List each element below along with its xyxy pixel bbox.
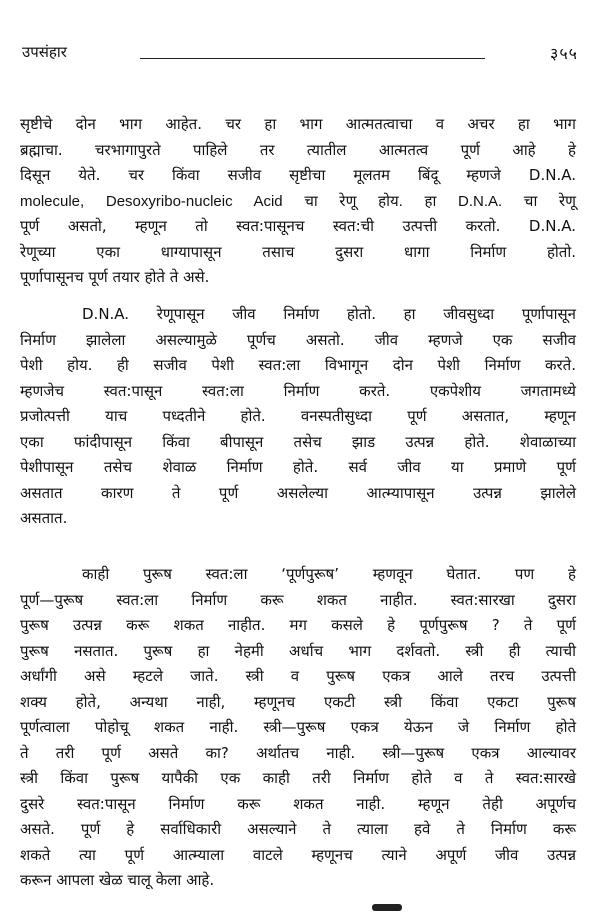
paragraph-line: एका फांदीपासून किंवा बीपासून तसेच झाड उत्पन्न होते. शेवाळाच्या: [20, 432, 576, 451]
paragraph-line: दिसून येते. चर किंवा सजीव सृष्टीचा मूलतम बिंदू म्हणजे D.N.A.: [20, 166, 576, 184]
paragraph-line: म्हणजेच स्वत:पासून स्वत:ला निर्माण करते. एकपेशीय जगतामध्ये: [20, 381, 576, 400]
paragraph-line: अर्धांगी असे म्हटले जाते. स्त्री व पुरूष एकत्र आले तरच उत्पत्ती: [20, 667, 576, 685]
paragraph-line: D.N.A. रेणूपासून जीव निर्माण होतो. हा जीवसुध्दा पूर्णापासून: [82, 305, 576, 323]
paragraph-line: प्रजोत्पत्ती याच पध्दतीने होते. वनस्पतीसुध्दा पूर्ण असतात, म्हणून: [20, 407, 576, 425]
paragraph-line: शक्य होते, अन्यथा नाही, म्हणूनच एकटी स्त्री किंवा एकटा पुरूष: [20, 692, 576, 711]
paragraph-line: करून आपला खेळ चालू केला आहे.: [20, 871, 215, 889]
paragraph-line: निर्माण झालेला असल्यामुळे पूर्णच असतो. जीव म्हणजे एक सजीव: [20, 330, 576, 349]
paragraph-line: पूर्ण—पुरूष स्वत:ला निर्माण करू शकत नाहीत. स्वत:सारखा दुसरा: [20, 590, 576, 609]
header-rule: [140, 58, 485, 59]
paragraph-line: काही पुरूष स्वत:ला ‘पूर्णपुरूष’ म्हणवून घेतात. पण हे: [82, 565, 576, 583]
page-header: [22, 42, 578, 68]
paragraph-line: सृष्टीचे दोन भाग आहेत. चर हा भाग आत्मतत्वाचा व अचर हा भाग: [20, 115, 576, 133]
paragraph-line: पूर्णापासूनच पूर्ण तयार होते ते असे.: [20, 268, 210, 286]
chapter-title: उपसंहार: [22, 43, 67, 61]
paragraph-line: असते. पूर्ण हे सर्वाधिकारी असल्याने ते त्याला हवे ते निर्माण करू: [20, 820, 576, 838]
paragraph-line: पुरूष उत्पन्न करू शकत नाहीत. मग कसले हे पूर्णपुरूष ? ते पूर्ण: [20, 616, 576, 634]
paragraph-1: [20, 112, 576, 291]
paragraph-line: molecule, Desoxyribo-nucleic Acid चा रेणू होय. हा D.N.A. चा रेणू: [20, 192, 576, 210]
paragraph-line: ते तरी पूर्ण असते का? अर्थातच नाही. स्त्री—पुरूष एकत्र आल्यावर: [20, 743, 576, 762]
paragraph-line: पुरूष नसतात. पुरूष हा नेहमी अर्धाच भाग दर्शवतो. स्त्री ही त्याची: [20, 641, 576, 660]
page-number: ३५५: [550, 44, 578, 63]
paragraph-line: स्त्री किंवा पुरूष यापैकी एक काही तरी निर्माण होते व ते स्वत:सारखे: [20, 769, 576, 787]
paragraph-line: असतात कारण ते पूर्ण असलेल्या आत्म्यापासून उत्पन्न झालेले: [20, 483, 576, 502]
paragraph-line: पूर्णत्वाला पोहोचू शकत नाही. स्त्री—पुरूष एकत्र येऊन जे निर्माण होते: [20, 718, 576, 736]
paragraph-3: [20, 562, 576, 894]
paragraph-line: पूर्ण असतो, म्हणून तो स्वत:पासूनच स्वत:ची उत्पत्ती करतो. D.N.A.: [20, 217, 576, 235]
paragraph-line: ब्रह्माचा. चरभागापुरते पाहिले तर त्यातील आत्मतत्व पूर्ण आहे हे: [20, 140, 576, 159]
paragraph-line: असतात.: [20, 509, 68, 527]
paragraph-line: दुसरे स्वत:पासून निर्माण करू शकत नाही. म्हणून तेही अपूर्णच: [20, 794, 576, 813]
paragraph-line: पेशी होय. ही सजीव पेशी स्वत:ला विभागून दोन पेशी निर्माण करते.: [20, 356, 576, 374]
paragraph-2: [20, 302, 576, 532]
paragraph-line: पेशीपासून तसेच शेवाळ निर्माण होते. सर्व जीव या प्रमाणे पूर्ण: [20, 458, 576, 476]
scan-ink-mark: [372, 904, 402, 911]
paragraph-line: शकते त्या पूर्ण आत्म्याला वाटले म्हणूनच त्याने अपूर्ण जीव उत्पन्न: [20, 845, 576, 864]
paragraph-line: रेणूच्या एका धाग्यापासून तसाच दुसरा धागा निर्माण होतो.: [20, 242, 576, 261]
